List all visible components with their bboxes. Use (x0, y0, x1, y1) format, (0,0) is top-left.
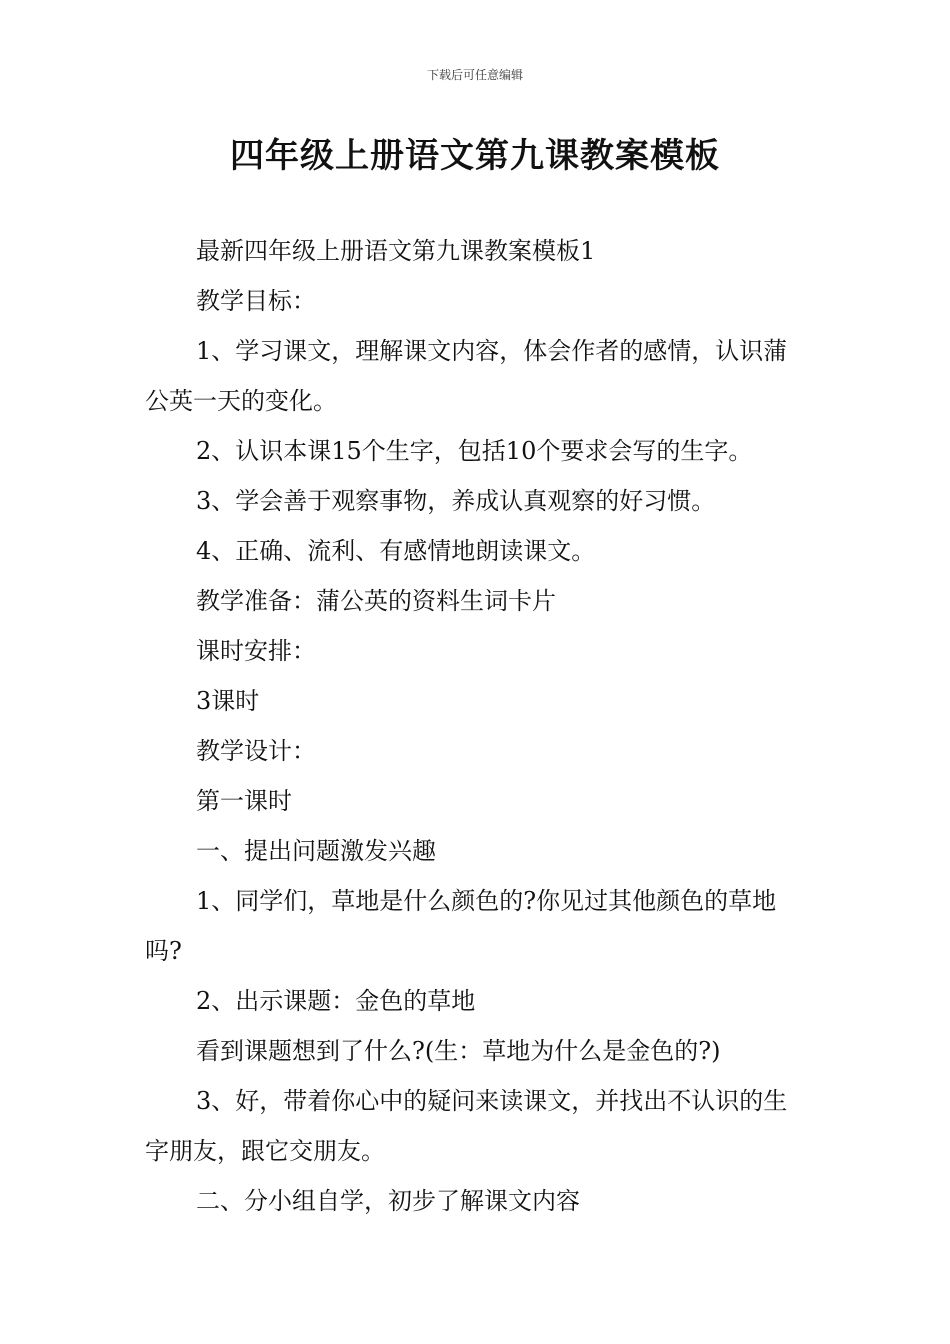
paragraph-step-2: 2、出示课题：金色的草地 (196, 987, 476, 1015)
paragraph-objective-4: 4、正确、流利、有感情地朗读课文。 (196, 537, 596, 565)
paragraph-schedule-value: 3课时 (196, 687, 260, 715)
paragraph-first-lesson: 第一课时 (196, 787, 292, 815)
paragraph-section-2: 二、分小组自学，初步了解课文内容 (196, 1187, 580, 1215)
paragraph-objective-1: 1、学习课文，理解课文内容，体会作者的感情，认识蒲公英一天的变化。 (145, 337, 788, 415)
paragraph-schedule-label: 课时安排： (196, 637, 316, 665)
paragraph-section-1: 一、提出问题激发兴趣 (196, 837, 436, 865)
paragraph-heading: 最新四年级上册语文第九课教案模板1 (196, 237, 596, 265)
paragraph-preparation: 教学准备：蒲公英的资料生词卡片 (196, 587, 556, 615)
paragraph-objectives-label: 教学目标： (196, 287, 316, 315)
paragraph-objective-2: 2、认识本课15个生字，包括10个要求会写的生字。 (196, 437, 753, 465)
paragraph-step-1: 1、同学们，草地是什么颜色的?你见过其他颜色的草地吗? (145, 887, 777, 965)
document-body (145, 226, 810, 1226)
paragraph-design-label: 教学设计： (196, 737, 316, 765)
header-note: 下载后可任意编辑 (426, 68, 523, 82)
paragraph-step-2-note: 看到课题想到了什么?(生：草地为什么是金色的?) (196, 1037, 721, 1065)
paragraph-step-3: 3、好，带着你心中的疑问来读课文，并找出不认识的生字朋友，跟它交朋友。 (145, 1087, 788, 1165)
document-title: 四年级上册语文第九课教案模板 (230, 136, 720, 176)
paragraph-objective-3: 3、学会善于观察事物，养成认真观察的好习惯。 (196, 487, 716, 515)
